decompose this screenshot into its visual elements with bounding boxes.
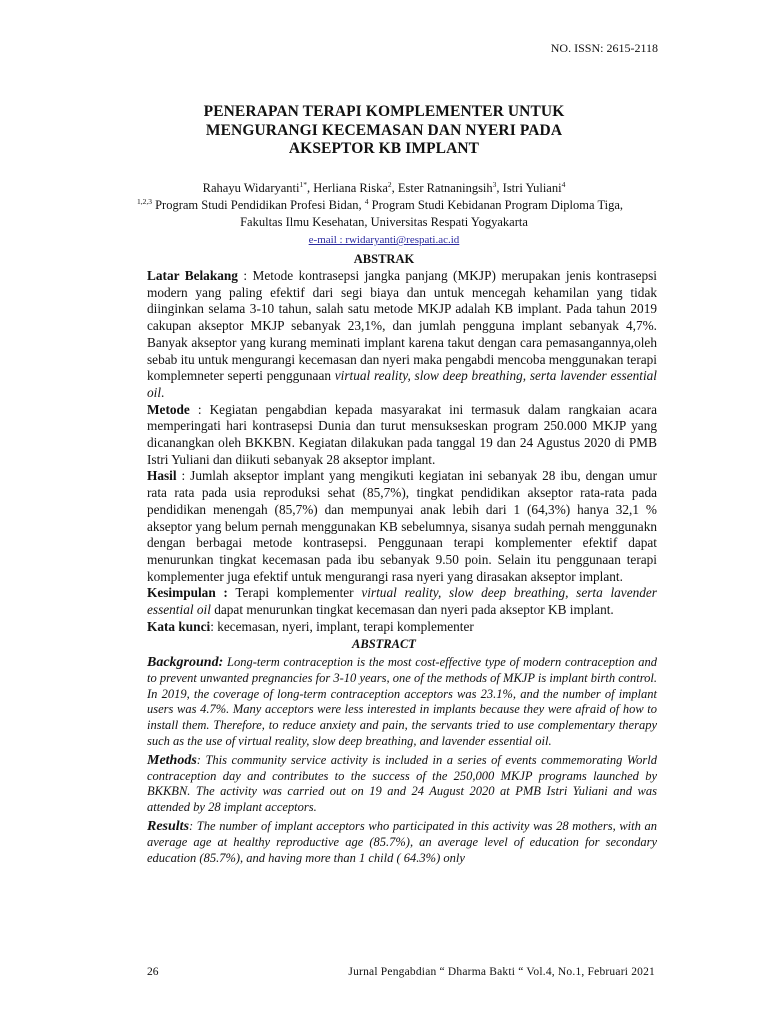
author-name: , Ester Ratnaningsih — [391, 181, 493, 195]
metode-paragraph — [147, 402, 657, 469]
kesimpulan-paragraph — [147, 585, 657, 618]
keywords-text: : kecemasan, nyeri, implant, terapi komplementer — [210, 618, 474, 634]
results-label: Results — [147, 818, 190, 834]
metode-text: : Kegiatan pengabdian kepada masyarakat ini termasuk dalam rangkaian acara memperingati hari kontrasepsi Dunia dan turut mensukseskan program 250.000 MKJP yang dicanangkan oleh BKKBN. Kegiatan dilakukan pada tanggal 19 dan 24 Agustus 2020 di PMB Istri Yuliani dan diikuti sebanyak 28 akseptor implant. — [147, 401, 657, 467]
hasil-text: : Jumlah akseptor implant yang mengikuti kegiatan ini sebanyak 28 ibu, dengan umur rata rata pada usia reproduksi sehat (85,7%), tingkat pendidikan akseptor rata-rata pada pendidikan menengah (85,7%) dan mempunyai anak lebih dari 1 (64,3%) hanya 32,1 % akseptor yang belum pernah menggunakan KB sebelumnya, sisanya sudah pernah menggunakn dengan berbagai metode kontrasepsi. Penggunaan terapi komplementer efektif dapat menurunkan tingkat kecemasan pada ibu sebanyak 9.50 poin. Selain itu penggunaan terapi komplementer juga efektif untuk mengurangi rasa nyeri yang dirasakan akseptor implant. — [147, 468, 657, 584]
latar-label: Latar Belakang — [147, 268, 238, 283]
author-sup: 3 — [492, 180, 497, 189]
title-line: AKSEPTOR KB IMPLANT — [288, 140, 480, 157]
page-number: 26 — [147, 966, 159, 978]
hasil-label: Hasil — [147, 468, 177, 484]
methods-label: Methods — [147, 752, 197, 768]
abstrak-body — [147, 268, 657, 635]
author-sup: 1* — [299, 180, 307, 189]
title-line: MENGURANGI KECEMASAN DAN NYERI PADA — [205, 121, 563, 139]
background-text: Long-term contraception is the most cost-effective type of modern contraception and to prevent unwanted pregnancies for 3-10 years, one of the methods of MKJP is implant birth control. In 2019, the coverage of long-term contraception acceptors was 23.1%, and the number of implant users was 4.7%. Many acceptors were less interested in implants because they were afraid of how to install them. Therefore, to reduce anxiety and pain, the servants tried to use complementary therapy such as the use of virtual reality, slow deep breathing, and lavender essential oil. — [147, 655, 657, 748]
author-list — [110, 180, 658, 197]
abstract-body — [147, 655, 657, 869]
paper-title — [110, 103, 658, 159]
affiliation-text: Program Studi Pendidikan Profesi Bidan, — [151, 198, 365, 212]
latar-end: . — [161, 384, 165, 400]
kesimpulan-text: dapat menurunkan tingkat kecemasan dan nyeri pada akseptor KB implant. — [210, 602, 614, 618]
methods-text: : This community service activity is included in a series of events commemorating World contraception day and contributes to the success of the 250,000 MKJP programs launched by BKKBN. The activity was carried out on 19 and 24 August 2020 at PMB Istri Yuliani and was attended by 28 implant acceptors. — [147, 752, 657, 815]
affiliation-line — [102, 197, 658, 214]
kesimpulan-label: Kesimpulan : — [147, 585, 228, 601]
abstract-heading: ABSTRACT — [352, 637, 416, 651]
title-line: PENERAPAN TERAPI KOMPLEMENTER UNTUK — [203, 103, 565, 120]
kesimpulan-text: Terapi komplementer — [227, 585, 362, 601]
issn-label: NO. ISSN: 2615-2118 — [550, 41, 658, 55]
background-label: Background: — [147, 655, 224, 670]
hasil-paragraph — [147, 468, 657, 585]
author-name: Rahayu Widaryanti — [202, 181, 300, 195]
affiliation-sup: 4 — [364, 197, 369, 206]
results-text: : The number of implant acceptors who participated in this activity was 28 mothers, with an average age at healthy reproductive age (85.7%), an average level of education for secondary education (85.7%), and having more than 1 child ( 64.3%) only — [147, 818, 657, 865]
latar-paragraph — [147, 268, 657, 402]
authors-block — [110, 180, 658, 249]
background-paragraph — [147, 655, 657, 750]
abstrak-heading: ABSTRAK — [353, 252, 415, 266]
latar-italic: virtual reality, slow deep breathing, serta lavender essential oil — [147, 368, 657, 400]
author-sup: 2 — [387, 180, 392, 189]
metode-label: Metode — [147, 401, 190, 417]
results-paragraph — [147, 819, 657, 866]
journal-name: Jurnal Pengabdian “ Dharma Bakti “ Vol.4, No.1, Februari 2021 — [348, 966, 655, 978]
affiliation-line: Fakultas Ilmu Kesehatan, Universitas Respati Yogyakarta — [240, 215, 528, 229]
keywords-paragraph — [147, 619, 657, 636]
affiliation-sup: 1,2,3 — [136, 197, 152, 206]
email-link[interactable]: e-mail : rwidaryanti@respati.ac.id — [308, 234, 460, 246]
affiliation-text: Program Studi Kebidanan Program Diploma Tiga, — [368, 198, 624, 212]
author-name: , Herliana Riska — [306, 181, 388, 195]
author-sup: 4 — [561, 180, 566, 189]
author-name: , Istri Yuliani — [496, 181, 562, 195]
keywords-label: Kata kunci — [147, 618, 211, 634]
latar-text: : Metode kontrasepsi jangka panjang (MKJP) merupakan jenis kontrasepsi modern yang paling efektif dari segi biaya dan untuk mencegah kehamilan yang tidak diinginkan selama 3-10 tahun, salah satu metode MKJP adalah KB implant. Pada tahun 2019 cakupan akseptor MKJP sebanyak 23,1%, dan jumlah pengguna implant sebanyak 4,7%. Banyak akseptor yang kurang meminati implant karena takut dengan cara pemasangannya,oleh sebab itu untuk mengurangi kecemasan dan nyeri maka pengabdi mencoba menggunakan terapi komplemneter seperti penggunaan — [147, 268, 658, 384]
kesimpulan-italic: virtual reality, slow deep breathing, serta lavender essential oil — [147, 585, 657, 618]
methods-paragraph — [147, 753, 657, 816]
